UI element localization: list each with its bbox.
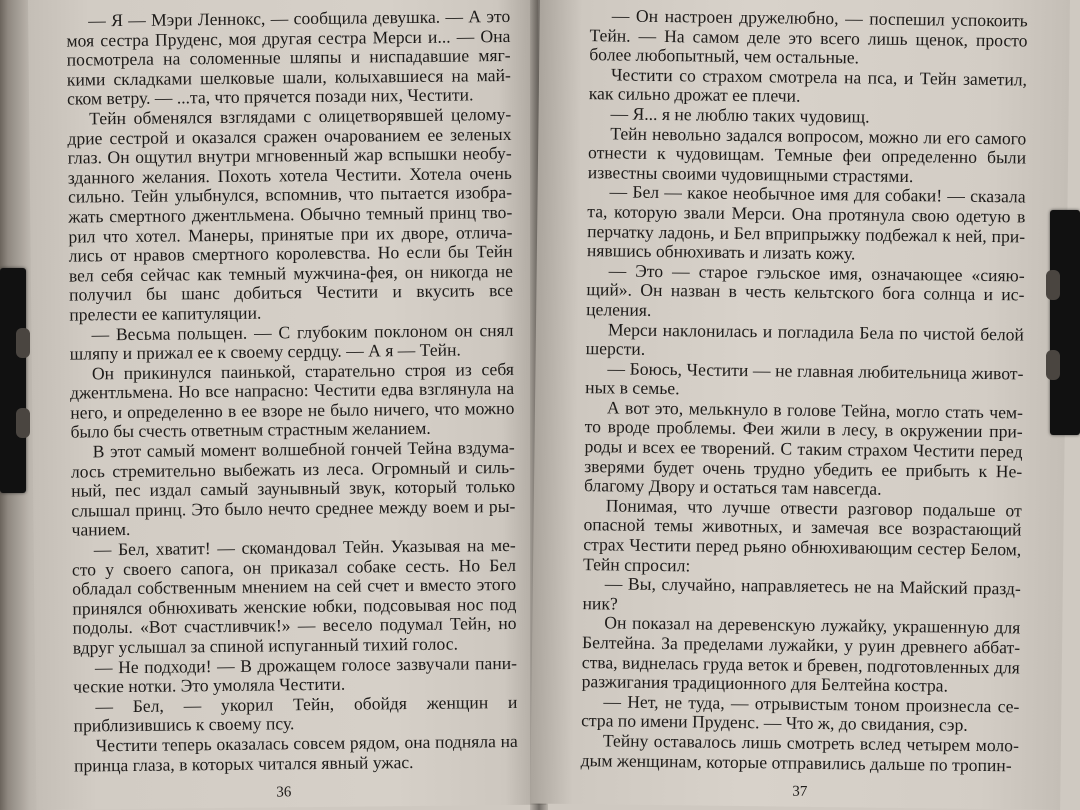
right-page bbox=[530, 0, 1070, 810]
paragraph: — Я... я не люблю таких чудовищ. bbox=[610, 103, 870, 127]
clip-notch bbox=[1046, 350, 1060, 380]
paragraph: — Он настроен дружелюбно, — поспешил успокоить Тейн. — На самом деле это всего лишь щенок, просто более любопытный, чем остальные. bbox=[589, 5, 1028, 68]
right-page-text bbox=[581, 6, 1028, 775]
binder-clip-right bbox=[1050, 210, 1080, 435]
clip-notch bbox=[1046, 270, 1060, 300]
paragraph: — Не подходи! — В дрожащем голосе зазвучали панические нотки. Это умоляла Честити. bbox=[73, 652, 518, 697]
paragraph: Тейну оставалось лишь смотреть вслед четырем молодым женщинам, которые отправились дальше по тропин- bbox=[580, 730, 1020, 775]
binder-clip-left bbox=[0, 268, 26, 493]
clip-notch bbox=[16, 328, 30, 358]
paragraph: Понимая, что лучше отвести разговор подальше от опасной темы животных, и замечая все возрастающий страх Честити перед рьяно обнюхивающим сестер Белом, Тейн спросил: bbox=[582, 495, 1022, 576]
left-page bbox=[28, 0, 546, 810]
paragraph: В этот самый момент волшебной гончей Тейна вздумалось стремительно выбежать из леса. Огромный и сильный, пес издал самый заунывный звук, который только слышал принц. Это было нечто среднее между воем и рычанием. bbox=[70, 436, 516, 541]
paragraph: — Бел — какое необычное имя для собаки! — сказала та, которую звали Мерси. Она протянула свою одетую в перчатку ладонь, и Бел вприпрыжку подбежал к ней, принявшись обнюхивать и лизать кожу. bbox=[586, 181, 1026, 264]
page-number-left: 36 bbox=[276, 784, 292, 801]
paragraph: Мерси наклонилась и погладила Бела по чистой белой шерсти. bbox=[585, 318, 1025, 359]
paragraph: — Боюсь, Честити — не главная любительница животных в семье. bbox=[585, 358, 1024, 399]
paragraph: Он показал на деревенскую лужайку, украшенную для Белтейна. За пределами лужайки, у руин древнего аббатства, виднелась груда веток и бревен, подготовленных для разжигания традиционного для Белтейна костра. bbox=[581, 612, 1021, 696]
paragraph: Тейн невольно задался вопросом, можно ли его самого отнести к чудовищам. Темные феи определенно были известны своими чудовищными страстями. bbox=[587, 122, 1027, 186]
paragraph: Честити теперь оказалась совсем рядом, она подняла на принца глаза, в которых читался явный ужас. bbox=[73, 730, 518, 776]
page-number-right: 37 bbox=[792, 783, 808, 800]
paragraph: — Я — Мэри Леннокс, — сообщила девушка. — А это моя сестра Пруденс, моя другая сестра Мерси и... — Она посмотрела на соломенные шляпы и ниспадавшие мягкими складками шелковые шали, колыхавшиеся на майском ветру. — ...та, что прячется позади них, Честити. bbox=[66, 5, 511, 109]
paragraph: — Весьма польщен. — С глубоким поклоном он снял шляпу и прижал ее к своему сердцу. — А я — Тейн. bbox=[69, 319, 514, 364]
paragraph: А вот это, мелькнуло в голове Тейна, могло стать чемто вроде проблемы. Феи жили в лесу, в окружении природы и всех ее творений. С таким страхом Честити перед зверями будет очень трудно убедить ее прибыть к Неблагому Двору и остаться там навсегда. bbox=[583, 397, 1024, 499]
paragraph: — Бел, — укорил Тейн, обойдя женщин и приблизившись к своему псу. bbox=[73, 691, 518, 736]
paragraph: — Нет, не туда, — отрывистым тоном произнесла сестра по имени Пруденс. — Что ж, до свидания, сэр. bbox=[581, 691, 1020, 736]
paragraph: Тейн обменялся взглядами с олицетворявшей целомудрие сестрой и оказался сражен очарованием ее зеленых глаз. Он ощутил внутри мгновенный жар вспышки необузданного желания. Похоть хотела Честити. Хотела очень сильно. Тейн улыбнулся, вспомнив, что пытается изображать смертного джентльмена. Обычно темный принц творил что хотел. Манеры, принятые при их дворе, отличались от нравов смертного королевства. Но если бы Тейн вел себя сейчас как темный мужчина-фея, он никогда не получил бы шанс добиться Честити и вкусить все прелести ее капитуляции. bbox=[67, 103, 514, 325]
paragraph: Он прикинулся паинькой, старательно строя из себя джентльмена. Но все напрасно: Честити едва взглянула на него, и определенно в ее взоре не было ничего, что можно было бы счесть ответным страстным желанием. bbox=[70, 358, 515, 443]
paragraph: Честити со страхом смотрела на пса, и Тейн заметил, как сильно дрожат ее плечи. bbox=[588, 64, 1028, 107]
paragraph: — Это — старое гэльское имя, означающее «сияющий». Он назван в честь кельтского бога солнца и исцеления. bbox=[586, 260, 1025, 320]
paragraph: — Бел, хватит! — скомандовал Тейн. Указывая на место у своего сапога, он приказал собаке сесть. Но Бел обладал собственным мнением на сей счет и вместо этого принялся обнюхивать женские юбки, подсовывая нос под подолы. «Вот счастливчик!» — весело подумал Тейн, но вдруг услышал за спиной испуганный тихий голос. bbox=[71, 534, 517, 658]
clip-notch bbox=[16, 408, 30, 438]
paragraph: — Вы, случайно, направляетесь не на Майский праздник? bbox=[582, 573, 1021, 614]
left-page-text bbox=[66, 7, 518, 776]
